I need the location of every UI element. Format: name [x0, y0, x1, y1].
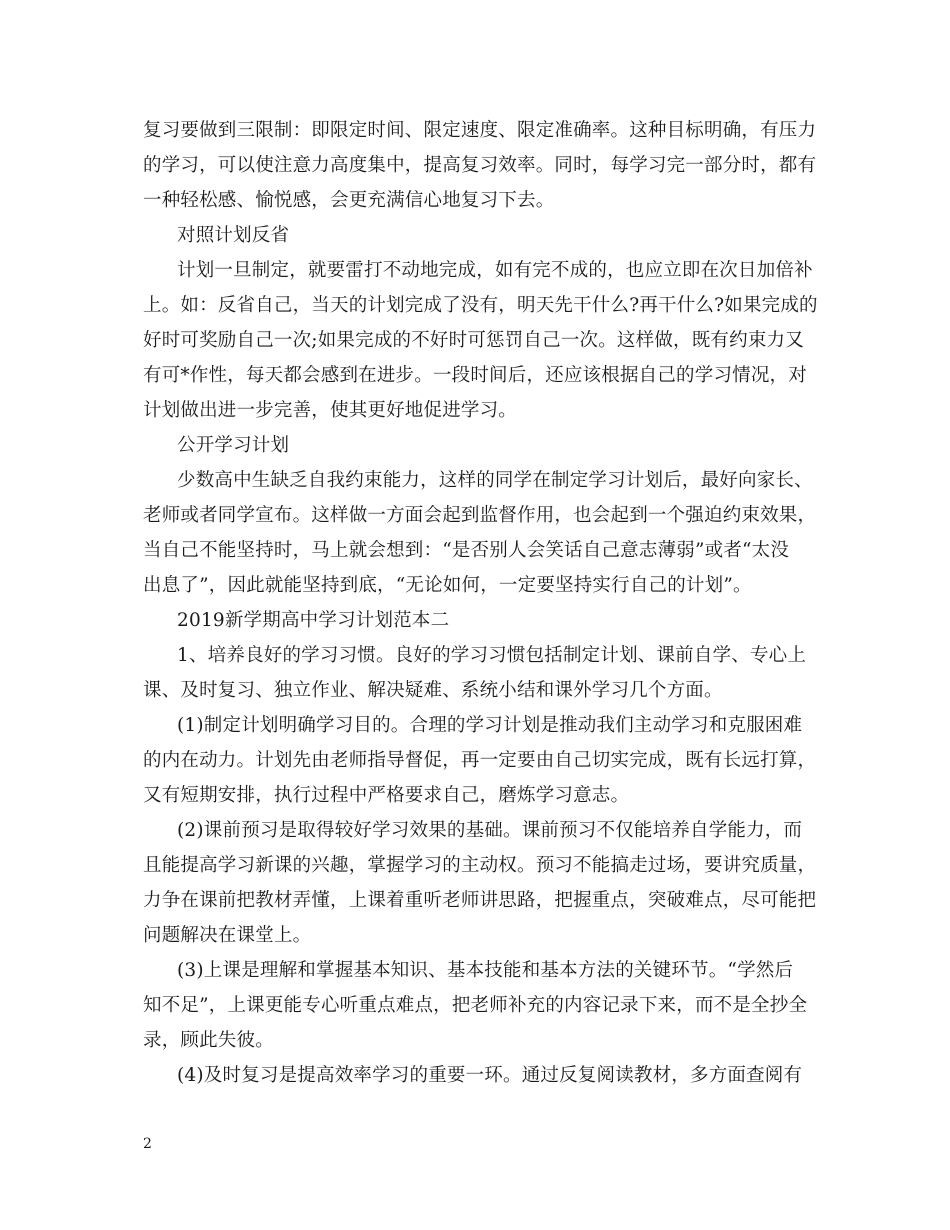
text-line: (4)及时复习是提高效率学习的重要一环。通过反复阅读教材，多方面查阅有 — [177, 1065, 803, 1086]
text-line: 1、培养良好的学习习惯。良好的学习习惯包括制定计划、课前自学、专心上 — [177, 645, 807, 666]
text-line: 好时可奖励自己一次;如果完成的不好时可惩罚自己一次。这样做，既有约束力又 — [143, 330, 804, 351]
document-body — [143, 113, 818, 1093]
text-line: (1)制定计划明确学习目的。合理的学习计划是推动我们主动学习和克服困难 — [177, 715, 803, 736]
section-heading: 2019新学期高中学习计划范本二 — [177, 610, 450, 631]
section-heading: 公开学习计划 — [177, 435, 290, 456]
text-line: 复习要做到三限制：即限定时间、限定速度、限定准确率。这种目标明确，有压力 — [143, 120, 817, 141]
text-line: 老师或者同学宣布。这样做一方面会起到监督作用，也会起到一个强迫约束效果， — [143, 505, 817, 526]
text-line: 上。如：反省自己，当天的计划完成了没有，明天先干什么?再干什么?如果完成的 — [143, 295, 818, 316]
text-line: 且能提高学习新课的兴趣，掌握学习的主动权。预习不能搞走过场，要讲究质量， — [143, 855, 817, 876]
text-line: 知不足”，上课更能专心听重点难点，把老师补充的内容记录下来，而不是全抄全 — [143, 995, 808, 1016]
text-line: 计划一旦制定，就要雷打不动地完成，如有完不成的，也应立即在次日加倍补 — [177, 260, 813, 281]
text-line: 当自己不能坚持时，马上就会想到：“是否别人会笑话自己意志薄弱”或者“太没 — [143, 540, 790, 561]
text-line: 录，顾此失彼。 — [143, 1030, 274, 1051]
text-line: 又有短期安排，执行过程中严格要求自己，磨炼学习意志。 — [143, 785, 630, 806]
text-line: 有可*作性，每天都会感到在进步。一段时间后，还应该根据自己的学习情况，对 — [143, 365, 807, 386]
text-line: 课、及时复习、独立作业、解决疑难、系统小结和课外学习几个方面。 — [143, 680, 723, 701]
text-line: 的内在动力。计划先由老师指导督促，再一定要由自己切实完成，既有长远打算， — [143, 750, 817, 771]
text-line: 少数高中生缺乏自我约束能力，这样的同学在制定学习计划后，最好向家长、 — [177, 470, 813, 491]
text-line: 力争在课前把教材弄懂，上课着重听老师讲思路，把握重点，突破难点，尽可能把 — [143, 890, 817, 911]
text-line: (3)上课是理解和掌握基本知识、基本技能和基本方法的关键环节。“学然后 — [177, 960, 794, 981]
section-heading: 对照计划反省 — [177, 225, 290, 246]
text-line: 出息了”，因此就能坚持到底，“无论如何，一定要坚持实行自己的计划”。 — [143, 575, 752, 596]
text-line: 计划做出进一步完善，使其更好地促进学习。 — [143, 400, 518, 421]
text-line: 问题解决在课堂上。 — [143, 925, 312, 946]
text-line: 一种轻松感、愉悦感，会更充满信心地复习下去。 — [143, 190, 555, 211]
text-line: (2)课前预习是取得较好学习效果的基础。课前预习不仅能培养自学能力，而 — [177, 820, 803, 841]
text-line: 的学习，可以使注意力高度集中，提高复习效率。同时，每学习完一部分时，都有 — [143, 155, 817, 176]
page-number: 2 — [143, 1136, 152, 1152]
